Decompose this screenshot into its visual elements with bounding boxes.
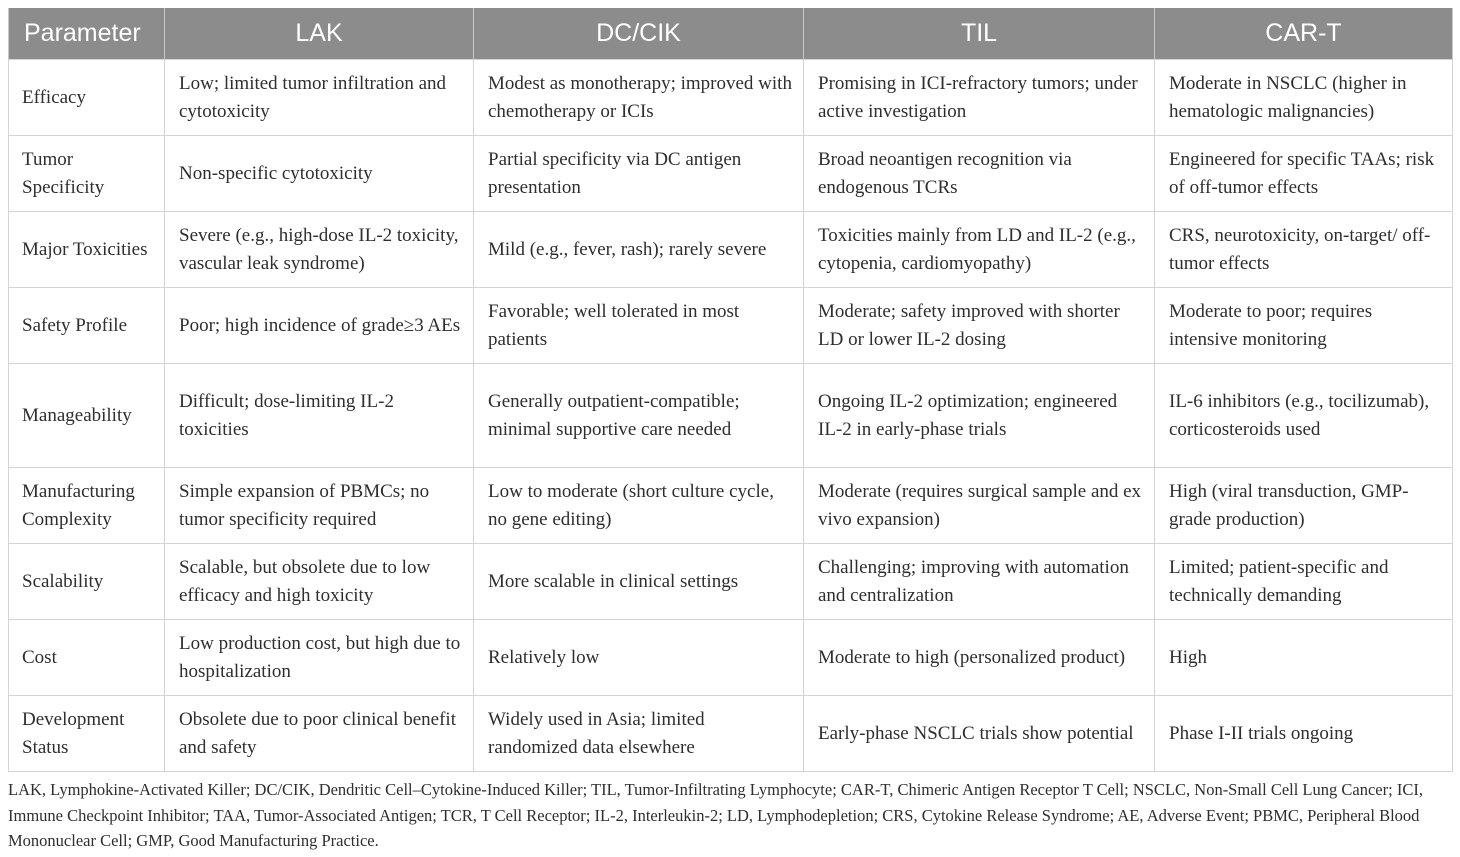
row-label-cell: Manufacturing Complexity bbox=[9, 468, 165, 544]
table-cell: Moderate; safety improved with shorter LD or lower IL-2 dosing bbox=[804, 288, 1155, 364]
table-header bbox=[9, 8, 1453, 60]
table-row bbox=[9, 136, 1453, 212]
table-row bbox=[9, 620, 1453, 696]
table-cell: Scalable, but obsolete due to low efficacy and high toxicity bbox=[165, 544, 474, 620]
table-row bbox=[9, 60, 1453, 136]
header-cell-lak: LAK bbox=[165, 8, 474, 60]
table-cell: Moderate to high (personalized product) bbox=[804, 620, 1155, 696]
table-body bbox=[9, 60, 1453, 772]
header-cell-dc-cik: DC/CIK bbox=[474, 8, 804, 60]
table-row bbox=[9, 696, 1453, 772]
row-label-cell: Major Toxicities bbox=[9, 212, 165, 288]
table-cell: Low; limited tumor infiltration and cytotoxicity bbox=[165, 60, 474, 136]
table-cell: Moderate (requires surgical sample and ex vivo expansion) bbox=[804, 468, 1155, 544]
header-cell-til: TIL bbox=[804, 8, 1155, 60]
table-cell: Simple expansion of PBMCs; no tumor specificity required bbox=[165, 468, 474, 544]
table-row bbox=[9, 212, 1453, 288]
table-cell: Relatively low bbox=[474, 620, 804, 696]
table-cell: Phase I-II trials ongoing bbox=[1155, 696, 1453, 772]
table-cell: Broad neoantigen recognition via endogenous TCRs bbox=[804, 136, 1155, 212]
table-cell: Challenging; improving with automation and centralization bbox=[804, 544, 1155, 620]
table-cell: Moderate to poor; requires intensive monitoring bbox=[1155, 288, 1453, 364]
table-cell: Limited; patient-specific and technically demanding bbox=[1155, 544, 1453, 620]
row-label-cell: Scalability bbox=[9, 544, 165, 620]
table-cell: Engineered for specific TAAs; risk of off-tumor effects bbox=[1155, 136, 1453, 212]
row-label-cell: Tumor Specificity bbox=[9, 136, 165, 212]
table-cell: Modest as monotherapy; improved with chemotherapy or ICIs bbox=[474, 60, 804, 136]
comparison-table bbox=[8, 8, 1453, 772]
header-cell-car-t: CAR-T bbox=[1155, 8, 1453, 60]
table-row bbox=[9, 544, 1453, 620]
table-cell: High bbox=[1155, 620, 1453, 696]
table-cell: Widely used in Asia; limited randomized data elsewhere bbox=[474, 696, 804, 772]
table-cell: Non-specific cytotoxicity bbox=[165, 136, 474, 212]
table-cell: CRS, neurotoxicity, on-target/ off-tumor effects bbox=[1155, 212, 1453, 288]
table-cell: Low production cost, but high due to hospitalization bbox=[165, 620, 474, 696]
row-label-cell: Manageability bbox=[9, 364, 165, 468]
row-label-cell: Efficacy bbox=[9, 60, 165, 136]
table-cell: Moderate in NSCLC (higher in hematologic malignancies) bbox=[1155, 60, 1453, 136]
table-cell: Ongoing IL-2 optimization; engineered IL-2 in early-phase trials bbox=[804, 364, 1155, 468]
table-cell: Difficult; dose-limiting IL-2 toxicities bbox=[165, 364, 474, 468]
header-row bbox=[9, 8, 1453, 60]
row-label-cell: Development Status bbox=[9, 696, 165, 772]
table-cell: More scalable in clinical settings bbox=[474, 544, 804, 620]
table-cell: Obsolete due to poor clinical benefit and safety bbox=[165, 696, 474, 772]
row-label-cell: Cost bbox=[9, 620, 165, 696]
table-cell: Partial specificity via DC antigen presentation bbox=[474, 136, 804, 212]
table-cell: Severe (e.g., high-dose IL-2 toxicity, vascular leak syndrome) bbox=[165, 212, 474, 288]
table-cell: Toxicities mainly from LD and IL-2 (e.g., cytopenia, cardiomyopathy) bbox=[804, 212, 1155, 288]
table-cell: Promising in ICI-refractory tumors; under active investigation bbox=[804, 60, 1155, 136]
table-footnote-abbreviations: LAK, Lymphokine-Activated Killer; DC/CIK, Dendritic Cell–Cytokine-Induced Killer; TIL, Tumor-Infiltrating Lymphocyte; CAR-T, Chimeric Antigen Receptor T Cell; NSCLC, Non-Small Cell Lung Cancer; ICI, Immune Checkpoint Inhibitor; TAA, Tumor-Associated Antigen; TCR, T Cell Receptor; IL-2, Interleukin-2; LD, Lymphodepletion; CRS, Cytokine Release Syndrome; AE, Adverse Event; PBMC, Peripheral Blood Mononuclear Cell; GMP, Good Manufacturing Practice. bbox=[8, 780, 1423, 850]
table-cell: Poor; high incidence of grade≥3 AEs bbox=[165, 288, 474, 364]
table-cell: Favorable; well tolerated in most patients bbox=[474, 288, 804, 364]
table-cell: Low to moderate (short culture cycle, no gene editing) bbox=[474, 468, 804, 544]
table-cell: Mild (e.g., fever, rash); rarely severe bbox=[474, 212, 804, 288]
table-row bbox=[9, 364, 1453, 468]
table-cell: IL-6 inhibitors (e.g., tocilizumab), corticosteroids used bbox=[1155, 364, 1453, 468]
table-cell: Early-phase NSCLC trials show potential bbox=[804, 696, 1155, 772]
table-cell: Generally outpatient-compatible; minimal supportive care needed bbox=[474, 364, 804, 468]
table-row bbox=[9, 468, 1453, 544]
table-cell: High (viral transduction, GMP-grade production) bbox=[1155, 468, 1453, 544]
row-label-cell: Safety Profile bbox=[9, 288, 165, 364]
comparison-table-container bbox=[8, 8, 1452, 772]
table-row bbox=[9, 288, 1453, 364]
header-cell-parameter: Parameter bbox=[9, 8, 165, 60]
